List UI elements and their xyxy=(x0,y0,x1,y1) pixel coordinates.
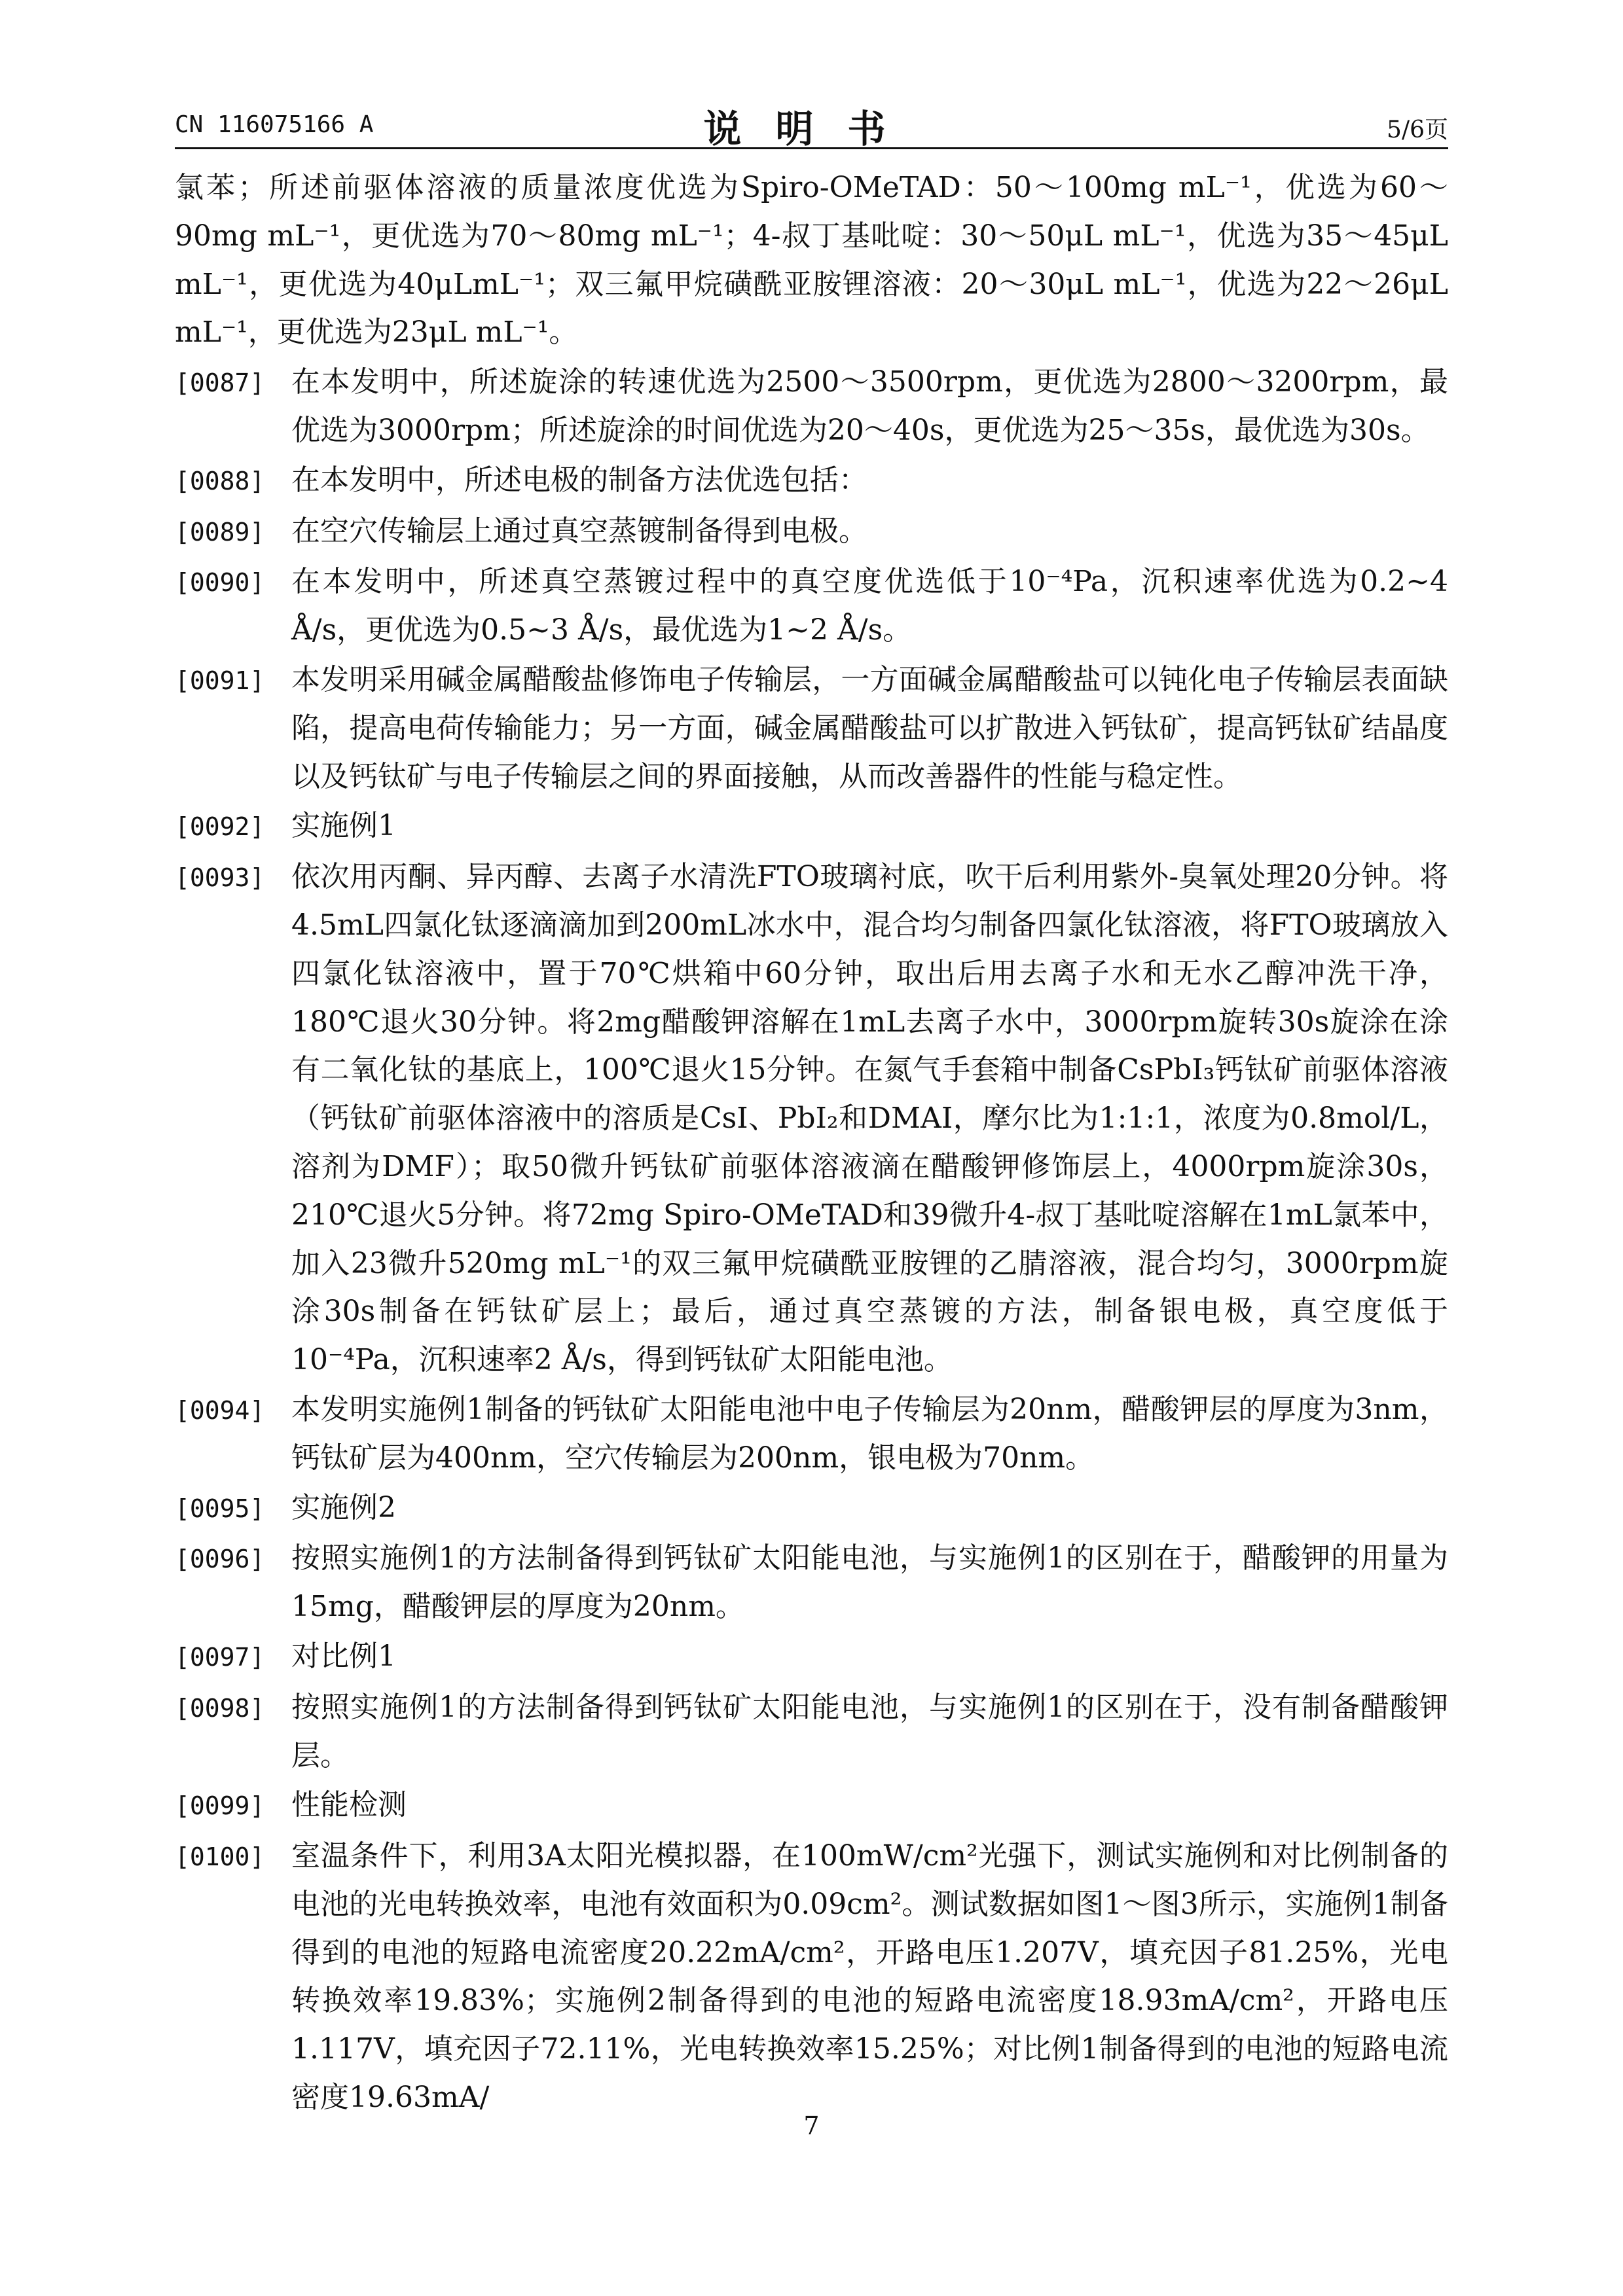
paragraph-number: [0093] xyxy=(175,863,265,893)
paragraph-text: 依次用丙酮、异丙醇、去离子水清洗FTO玻璃衬底，吹干后利用紫外-臭氧处理20分钟。将4.5mL四氯化钛逐滴滴加到200mL冰水中，混合均匀制备四氯化钛溶液，将FTO玻璃放入四氯化钛溶液中，置于70℃烘箱中60分钟，取出后用去离子水和无水乙醇冲洗干净，180℃退火30分钟。将2mg醋酸钾溶解在1mL去离子水中，3000rpm旋转30s旋涂在涂有二氧化钛的基底上，100℃退火15分钟。在氮气手套箱中制备CsPbI₃钙钛矿前驱体溶液（钙钛矿前驱体溶液中的溶质是CsI、PbI₂和DMAI，摩尔比为1:1:1，浓度为0.8mol/L，溶剂为DMF）；取50微升钙钛矿前驱体溶液滴在醋酸钾修饰层上，4000rpm旋涂30s，210℃退火5分钟。将72mg Spiro-OMeTAD和39微升4-叔丁基吡啶溶解在1mL氯苯中，加入23微升520mg mL⁻¹的双三氟甲烷磺酰亚胺锂的乙腈溶液，混合均匀，3000rpm旋涂30s制备在钙钛矿层上；最后，通过真空蒸镀的方法，制备银电极，真空度低于10⁻⁴Pa，沉积速率2 Å/s，得到钙钛矿太阳能电池。 xyxy=(291,860,1448,1377)
page-indicator: 5/6页 xyxy=(1387,117,1448,143)
paragraph-0090 xyxy=(175,558,1448,655)
paragraph-text: 实施例1 xyxy=(291,809,396,843)
paragraph-number: [0099] xyxy=(175,1791,265,1821)
paragraph-number: [0091] xyxy=(175,666,265,695)
paragraph-0087 xyxy=(175,358,1448,455)
paragraph-0096 xyxy=(175,1534,1448,1631)
paragraph-text: 实施例2 xyxy=(291,1490,396,1524)
paragraph-text: 本发明采用碱金属醋酸盐修饰电子传输层，一方面碱金属醋酸盐可以钝化电子传输层表面缺陷，提高电荷传输能力；另一方面，碱金属醋酸盐可以扩散进入钙钛矿，提高钙钛矿结晶度以及钙钛矿与电子传输层之间的界面接触，从而改善器件的性能与稳定性。 xyxy=(291,662,1448,793)
paragraph-0089 xyxy=(175,507,1448,557)
paragraph-number: [0089] xyxy=(175,517,265,547)
page-header xyxy=(175,98,1448,151)
continued-text: 氯苯；所述前驱体溶液的质量浓度优选为Spiro-OMeTAD：50～100mg mL⁻¹，优选为60～90mg mL⁻¹，更优选为70～80mg mL⁻¹；4-叔丁基吡啶：30～50μL mL⁻¹，优选为35～45μL mL⁻¹，更优选为40μLmL⁻¹；双三氟甲烷磺酰亚胺锂溶液：20～30μL mL⁻¹，优选为22～26μL mL⁻¹，更优选为23μL mL⁻¹。 xyxy=(175,171,1448,350)
paragraph-text: 在本发明中，所述电极的制备方法优选包括： xyxy=(291,463,867,497)
paragraph-number: [0087] xyxy=(175,368,265,398)
paragraph-number: [0096] xyxy=(175,1545,265,1574)
paragraph-0097 xyxy=(175,1632,1448,1682)
paragraph-number: [0095] xyxy=(175,1494,265,1523)
paragraph-number: [0100] xyxy=(175,1842,265,1872)
paragraph-0088 xyxy=(175,456,1448,506)
paragraph-text: 本发明实施例1制备的钙钛矿太阳能电池中电子传输层为20nm，醋酸钾层的厚度为3nm，钙钛矿层为400nm，空穴传输层为200nm，银电极为70nm。 xyxy=(291,1392,1448,1475)
paragraph-number: [0090] xyxy=(175,568,265,598)
paragraph-number: [0092] xyxy=(175,812,265,842)
page-title: 说明书 xyxy=(703,107,920,151)
paragraph-number: [0098] xyxy=(175,1693,265,1723)
paragraph-0100 xyxy=(175,1832,1448,2122)
paragraph-0098 xyxy=(175,1683,1448,1780)
paragraph-0094 xyxy=(175,1386,1448,1482)
paragraph-text: 在空穴传输层上通过真空蒸镀制备得到电极。 xyxy=(291,514,867,548)
paragraph-text: 对比例1 xyxy=(291,1639,396,1673)
paragraph-0095 xyxy=(175,1484,1448,1534)
paragraph-0091 xyxy=(175,656,1448,800)
paragraph-number: [0097] xyxy=(175,1642,265,1672)
header-rule xyxy=(175,147,1448,149)
paragraph-text: 性能检测 xyxy=(291,1788,407,1822)
paragraph-text: 在本发明中，所述旋涂的转速优选为2500～3500rpm，更优选为2800～3200rpm，最优选为3000rpm；所述旋涂的时间优选为20～40s，更优选为25～35s，最优选为30s。 xyxy=(291,365,1448,447)
document-body xyxy=(175,164,1448,2122)
paragraph-text: 按照实施例1的方法制备得到钙钛矿太阳能电池，与实施例1的区别在于，醋酸钾的用量为15mg，醋酸钾层的厚度为20nm。 xyxy=(291,1541,1448,1624)
paragraph-number: [0094] xyxy=(175,1395,265,1425)
paragraph-0093 xyxy=(175,853,1448,1384)
paragraph-text: 在本发明中，所述真空蒸镀过程中的真空度优选低于10⁻⁴Pa，沉积速率优选为0.2~4 Å/s，更优选为0.5~3 Å/s，最优选为1~2 Å/s。 xyxy=(291,565,1448,647)
paragraph-text: 室温条件下，利用3A太阳光模拟器，在100mW/cm²光强下，测试实施例和对比例制备的电池的光电转换效率，电池有效面积为0.09cm²。测试数据如图1～图3所示，实施例1制备得到的电池的短路电流密度20.22mA/cm²，开路电压1.207V，填充因子81.25%，光电转换效率19.83%；实施例2制备得到的电池的短路电流密度18.93mA/cm²，开路电压1.117V，填充因子72.11%，光电转换效率15.25%；对比例1制备得到的电池的短路电流密度19.63mA/ xyxy=(291,1839,1448,2115)
document-number: CN 116075166 A xyxy=(175,111,374,138)
paragraph-number: [0088] xyxy=(175,466,265,495)
paragraph-text: 按照实施例1的方法制备得到钙钛矿太阳能电池，与实施例1的区别在于，没有制备醋酸钾层。 xyxy=(291,1690,1448,1772)
paragraph-0092 xyxy=(175,802,1448,852)
paragraph-0099 xyxy=(175,1781,1448,1831)
page-number: 7 xyxy=(803,2111,820,2140)
